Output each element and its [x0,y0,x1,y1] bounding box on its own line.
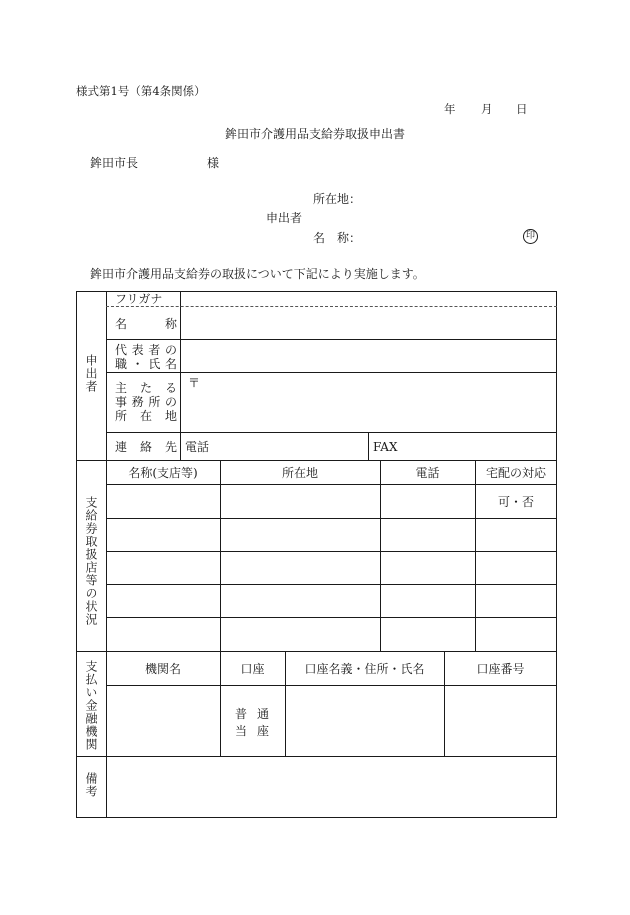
bank-col-account-number: 口座番号 [476,662,525,676]
applicant-section-title: 申出者 [84,354,98,393]
stores-col-name: 名称(支店等) [128,466,198,480]
representative-label-line1: 代 表 者 の [115,343,177,357]
form-number-label: 様式第1号（第4条関係） [76,84,206,98]
location-label: 所在地： [313,192,362,206]
fax-label: FAX [373,440,398,454]
row-divider [106,685,557,686]
stores-col-delivery: 宅配の対応 [485,466,546,480]
seal-mark: 印 [523,229,538,244]
bank-col-holder: 口座名義・住所・氏名 [304,662,425,676]
date-year-label: 年 [444,102,456,116]
phone-fax-divider [368,432,369,460]
row-divider [106,372,557,373]
stores-col-divider [380,460,381,651]
row-divider [106,484,557,485]
section-divider [77,460,557,461]
office-label-line3: 所 在 地 [115,409,177,423]
representative-label-line2: 職 ・ 氏 名 [115,357,177,371]
stores-col-address: 所在地 [281,466,318,480]
row-divider [106,617,557,618]
stores-col-divider [220,460,221,651]
applicant-label: 申出者 [266,211,303,225]
applicant-label-divider [180,292,181,460]
section-column-divider [106,292,107,818]
stores-section-title: 支給券取扱店等の状況 [84,496,98,626]
application-form-table [76,291,557,818]
bank-col-account-type: 口座 [240,662,265,676]
section-divider [77,756,557,757]
document-title: 鉾田市介護用品支給券取扱申出書 [224,127,405,141]
stores-col-phone: 電話 [415,466,440,480]
bank-col-institution: 機関名 [144,662,181,676]
stores-col-divider [475,460,476,651]
row-divider [106,339,557,340]
row-divider [106,518,557,519]
honorific: 様 [207,156,220,170]
furigana-label: フリガナ [115,292,163,306]
phone-label: 電話 [185,440,210,454]
row-divider [106,584,557,585]
name-row-label: 名 称 [115,317,177,331]
name-label: 名 称： [313,231,362,245]
intro-sentence: 鉾田市介護用品支給券の取扱について下記により実施します。 [90,267,425,281]
bank-section-title: 支払い金融機関 [84,660,98,751]
date-month-label: 月 [481,102,493,116]
row-divider [106,551,557,552]
furigana-dashed-line [106,306,557,307]
office-label-line2: 事 務 所 の [115,395,177,409]
contact-label: 連 絡 先 [115,440,177,454]
addressee: 鉾田市長 [90,156,139,170]
remarks-section-title: 備考 [84,772,98,798]
account-type-ordinary: 普 通 [235,707,269,721]
date-day-label: 日 [516,102,528,116]
office-label-line1: 主 た る [115,381,177,395]
delivery-availability: 可・否 [497,495,534,509]
row-divider [106,432,557,433]
section-divider [77,651,557,652]
account-type-current: 当 座 [235,724,269,738]
postal-mark: 〒 [188,376,201,390]
